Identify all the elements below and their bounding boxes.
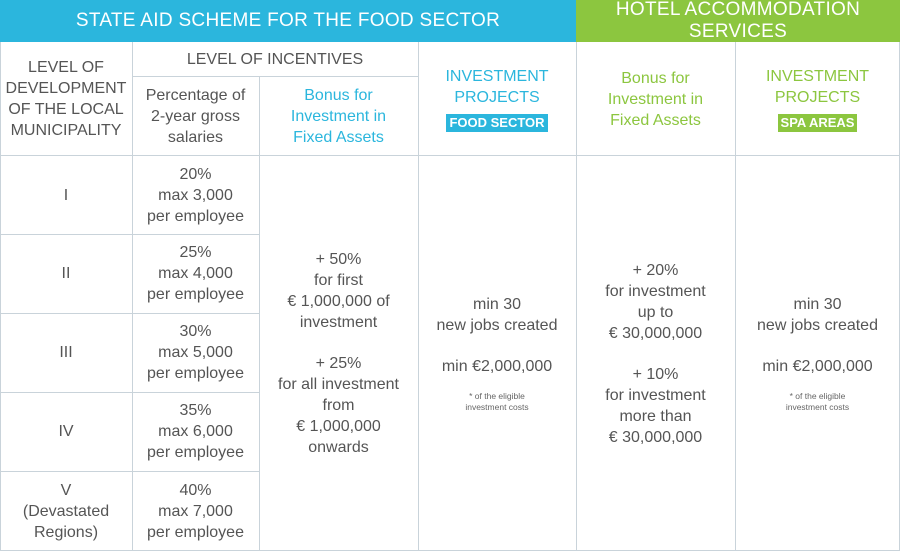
salary-line: 30%	[179, 323, 212, 340]
hotel-services-banner-title: HOTEL ACCOMMODATION SERVICES	[615, 0, 861, 42]
level-header-line: MUNICIPALITY	[10, 122, 122, 139]
bonus-food-line: € 1,000,000	[296, 418, 381, 435]
bonus-fixed-assets-hotel-header	[576, 42, 735, 156]
level-value: III	[59, 344, 73, 361]
bonus-food-line: onwards	[308, 439, 369, 456]
invest-food-header-line: PROJECTS	[454, 89, 540, 106]
level-cell	[0, 156, 132, 234]
level-value: V	[60, 481, 72, 499]
grid-line	[0, 550, 900, 551]
invest-spa-footnote	[786, 391, 849, 413]
percentage-header-line: 2-year gross	[151, 107, 240, 125]
salary-cell	[132, 392, 259, 471]
salary-cell	[132, 313, 259, 392]
invest-spa-header-line: INVESTMENT	[765, 68, 870, 85]
grid-line	[0, 155, 900, 156]
invest-spa-jobs-line: min 30	[793, 296, 842, 313]
salary-line: per employee	[147, 365, 244, 382]
bonus-hotel-line: more than	[619, 407, 692, 425]
bonus-hotel-line: € 30,000,000	[608, 324, 703, 342]
grid-line	[132, 76, 418, 77]
salary-cell	[132, 471, 259, 551]
bonus-fixed-assets-food-header	[259, 76, 418, 156]
invest-spa-jobs-line: new jobs created	[757, 317, 878, 334]
level-of-development-header	[0, 42, 132, 156]
bonus-hotel-line: up to	[637, 303, 674, 321]
salary-line: max 7,000	[158, 502, 233, 520]
salary-cell	[132, 234, 259, 313]
bonus-food-header-line: Investment in	[290, 107, 387, 125]
level-cell	[0, 313, 132, 392]
salary-line: per employee	[147, 286, 244, 303]
salary-line: per employee	[147, 207, 244, 225]
bonus-food-line: for first	[314, 272, 363, 289]
grid-line	[0, 471, 259, 472]
grid-line	[735, 42, 736, 551]
level-value: I	[63, 186, 69, 204]
salary-line: max 5,000	[158, 344, 233, 361]
bonus-food-line: € 1,000,000 of	[287, 293, 390, 310]
level-cell	[0, 392, 132, 471]
level-of-incentives-header	[132, 42, 418, 76]
spa-areas-badge: SPA AREAS	[778, 114, 858, 132]
bonus-hotel-header-line: Fixed Assets	[610, 111, 701, 129]
bonus-food-line: + 50%	[315, 251, 362, 268]
salary-line: per employee	[147, 523, 244, 541]
bonus-hotel-line: + 20%	[632, 261, 679, 279]
level-value: IV	[58, 423, 74, 440]
footnote-line: investment costs	[785, 402, 850, 412]
salary-line: max 3,000	[158, 186, 233, 204]
bonus-hotel-line: + 10%	[632, 365, 679, 383]
food-sector-banner	[0, 0, 576, 42]
footnote-line: * of the eligible	[789, 391, 846, 401]
grid-line	[259, 76, 260, 551]
salary-line: max 4,000	[158, 265, 233, 282]
bonus-hotel-line: for investment	[605, 386, 706, 404]
invest-food-header-line: INVESTMENT	[445, 68, 549, 85]
invest-food-jobs-line: new jobs created	[436, 317, 558, 334]
bonus-food-line: + 25%	[315, 355, 362, 372]
grid-line	[0, 42, 1, 551]
investment-food-body	[418, 156, 576, 551]
food-sector-banner-title: STATE AID SCHEME FOR THE FOOD SECTOR	[75, 10, 501, 31]
bonus-hotel-line: € 30,000,000	[608, 428, 703, 446]
bonus-hotel-body	[576, 156, 735, 551]
grid-line	[0, 392, 259, 393]
percentage-header-line: Percentage of	[145, 86, 246, 104]
level-cell	[0, 471, 132, 551]
percentage-salaries-header	[132, 76, 259, 156]
level-value: (Devastated	[22, 502, 110, 520]
salary-line: 20%	[179, 165, 212, 183]
investment-projects-spa-header	[735, 42, 900, 156]
invest-food-amount: min €2,000,000	[441, 358, 553, 375]
bonus-food-header-line: Fixed Assets	[293, 128, 384, 146]
level-of-incentives-label: LEVEL OF INCENTIVES	[186, 50, 364, 68]
invest-spa-header-line: PROJECTS	[774, 89, 861, 106]
bonus-food-line: for all investment	[278, 376, 399, 393]
bonus-food-line: investment	[299, 314, 378, 331]
bonus-food-header-line: Bonus for	[304, 86, 373, 104]
bonus-hotel-header-line: Bonus for	[621, 69, 690, 87]
hotel-services-banner	[576, 0, 900, 42]
footnote-line: * of the eligible	[469, 391, 525, 401]
grid-line	[132, 42, 133, 551]
investment-spa-body	[735, 156, 900, 551]
salary-line: 40%	[179, 481, 212, 499]
level-cell	[0, 234, 132, 313]
level-value: II	[61, 265, 71, 282]
investment-projects-food-header	[418, 42, 576, 156]
grid-line	[418, 42, 419, 551]
level-value: Regions)	[33, 523, 99, 541]
salary-line: 35%	[179, 402, 212, 419]
invest-spa-amount: min €2,000,000	[762, 358, 873, 375]
bonus-food-body	[259, 156, 418, 551]
bonus-food-line: from	[322, 397, 355, 414]
salary-cell	[132, 156, 259, 234]
salary-line: max 6,000	[158, 423, 233, 440]
percentage-header-line: salaries	[167, 128, 224, 146]
invest-food-footnote	[465, 391, 528, 413]
level-header-line: LEVEL OF	[28, 59, 104, 76]
bonus-hotel-header-line: Investment in	[607, 90, 704, 108]
grid-line	[0, 234, 259, 235]
level-header-line: DEVELOPMENT	[5, 80, 127, 97]
bonus-hotel-line: for investment	[605, 282, 706, 300]
invest-food-jobs-line: min 30	[472, 296, 522, 313]
grid-line	[576, 42, 577, 551]
salary-line: per employee	[147, 444, 244, 461]
grid-line	[0, 313, 259, 314]
level-header-line: OF THE LOCAL	[8, 101, 124, 118]
footnote-line: investment costs	[465, 402, 529, 412]
food-sector-badge: FOOD SECTOR	[446, 114, 547, 132]
salary-line: 25%	[179, 244, 212, 261]
